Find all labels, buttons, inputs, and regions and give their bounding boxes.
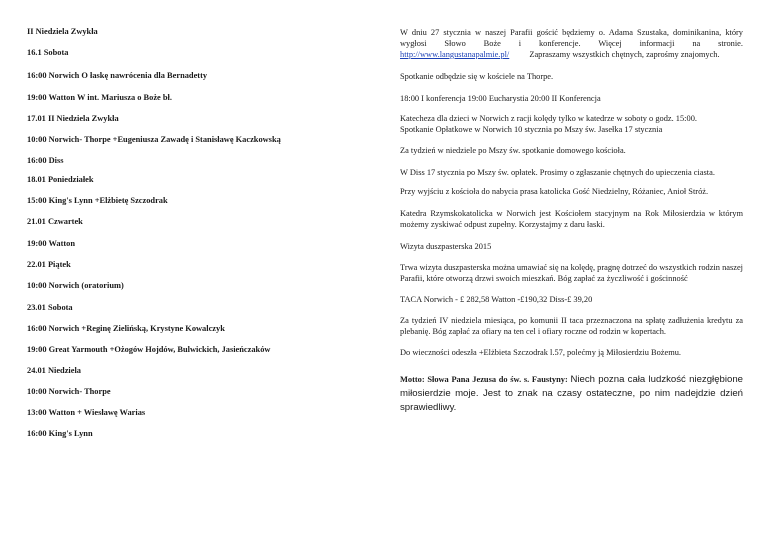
schedule-entry: 16:00 Norwich O łaskę nawrócenia dla Bernadetty xyxy=(27,71,208,80)
announcement-diss: W Diss 17 stycznia po Mszy św. opłatek. Prosimy o zgłaszanie chętnych do upieczenia ciasta. xyxy=(400,168,715,177)
schedule-entry: 16:00 Diss xyxy=(27,156,64,165)
schedule-entry: 16:00 King's Lynn xyxy=(27,429,93,438)
schedule-entry: 17.01 II Niedziela Zwykła xyxy=(27,114,119,123)
announcement-thorpe: Spotkanie odbędzie się w kościele na Thorpe. xyxy=(400,72,554,81)
motto-heading: Motto: Słowa Pana Jezusa do św. s. Faustyny: xyxy=(400,375,568,384)
announcement-line: Katecheza dla dzieci w Norwich z racji kolędy tylko w katedrze w soboty o godz. 15:00. xyxy=(400,114,697,123)
website-link[interactable]: http://www.langustanapalmie.pl/ xyxy=(400,50,510,59)
announcement-conference: 18:00 I konferencja 19:00 Eucharystia 20:00 II Konferencja xyxy=(400,94,601,103)
invitation-text: Zapraszamy wszystkich chętnych, zaprośmy znajomych. xyxy=(529,50,720,59)
schedule-entry: 19:00 Great Yarmouth +Ożogów Hojdów, Bulwickich, Jasieńczaków xyxy=(27,345,271,354)
schedule-entry: 16.1 Sobota xyxy=(27,48,69,57)
announcement-obituary: Do wieczności odeszła +Elżbieta Szczodrak l.57, polećmy ją Miłosierdziu Bożemu. xyxy=(400,348,682,357)
announcement-line: Spotkanie Opłatkowe w Norwich 10 stycznia po Mszy św. Jasełka 17 stycznia xyxy=(400,125,663,134)
schedule-entry: 19:00 Watton W int. Mariusza o Boże bł. xyxy=(27,93,172,102)
schedule-entry: 10:00 Norwich (oratorium) xyxy=(27,281,124,290)
announcement-visit-title: Wizyta duszpasterska 2015 xyxy=(400,242,492,251)
announcement-line: wygłosi Słowo Boże i konferencje. Więcej informacji na stronie. xyxy=(400,39,743,48)
motto xyxy=(400,373,743,415)
announcement-communion: Za tydzień IV niedziela miesiąca, po komunii II taca przeznaczona na spłatę zadłużenia kredytu za plebanię. Bóg zapłać za ofiary na ten cel i ofiary roczne od rodzin w kopertach. xyxy=(400,316,743,336)
schedule-entry: 10:00 Norwich- Thorpe xyxy=(27,387,111,396)
schedule-entry: 18.01 Poniedziałek xyxy=(27,175,94,184)
motto-text: Niech pozna cała ludzkość niezgłębione miłosierdzie moje. Jest to znak na czasy ostateczne, po nim nadejdzie dzień sprawiedliwy. xyxy=(400,374,743,413)
schedule-entry: 24.01 Niedziela xyxy=(27,366,81,375)
announcement-collection: TACA Norwich - £ 282,58 Watton -£190,32 Diss-£ 39,20 xyxy=(400,295,593,304)
schedule-entry: 22.01 Piątek xyxy=(27,260,71,269)
announcement-cathedral: Katedra Rzymskokatolicka w Norwich jest Kościołem stacyjnym na Rok Miłosierdzia w którym możemy zyskiwać odpust zupełny. Korzystajmy z daru łaski. xyxy=(400,209,743,229)
announcement-katecheza xyxy=(400,113,743,135)
schedule-entry: 15:00 King's Lynn +Elżbietę Szczodrak xyxy=(27,196,168,205)
announcement-visit-text: Trwa wizyta duszpasterska można umawiać się na kolędę, pragnę dotrzeć do wszystkich rodzin naszej Parafii, które otworzą drzwi swoich mieszkań. Bóg zapłać za życzliwość i gościnność xyxy=(400,263,743,283)
schedule-heading: II Niedziela Zwykła xyxy=(27,27,98,36)
schedule-entry: 19:00 Watton xyxy=(27,239,76,248)
schedule-entry: 13:00 Watton + Wiesławę Warias xyxy=(27,408,146,417)
schedule-entry: 16:00 Norwich +Reginę Zielińską, Krystyne Kowalczyk xyxy=(27,324,225,333)
announcement-home-church: Za tydzień w niedziele po Mszy św. spotkanie domowego kościoła. xyxy=(400,146,626,155)
announcement-line xyxy=(400,49,743,60)
schedule-entry: 10:00 Norwich- Thorpe +Eugeniusza Zawadę i Stanisławę Kaczkowską xyxy=(27,135,281,144)
announcement-press: Przy wyjściu z kościoła do nabycia prasa katolicka Gość Niedzielny, Różaniec, Anioł Stróż. xyxy=(400,187,709,196)
announcement-line: W dniu 27 stycznia w naszej Parafii gościć będziemy o. Adama Szustaka, dominikanina, który xyxy=(400,28,743,37)
szustak-announcement xyxy=(400,27,743,60)
schedule-entry: 23.01 Sobota xyxy=(27,303,73,312)
schedule-entry: 21.01 Czwartek xyxy=(27,217,83,226)
